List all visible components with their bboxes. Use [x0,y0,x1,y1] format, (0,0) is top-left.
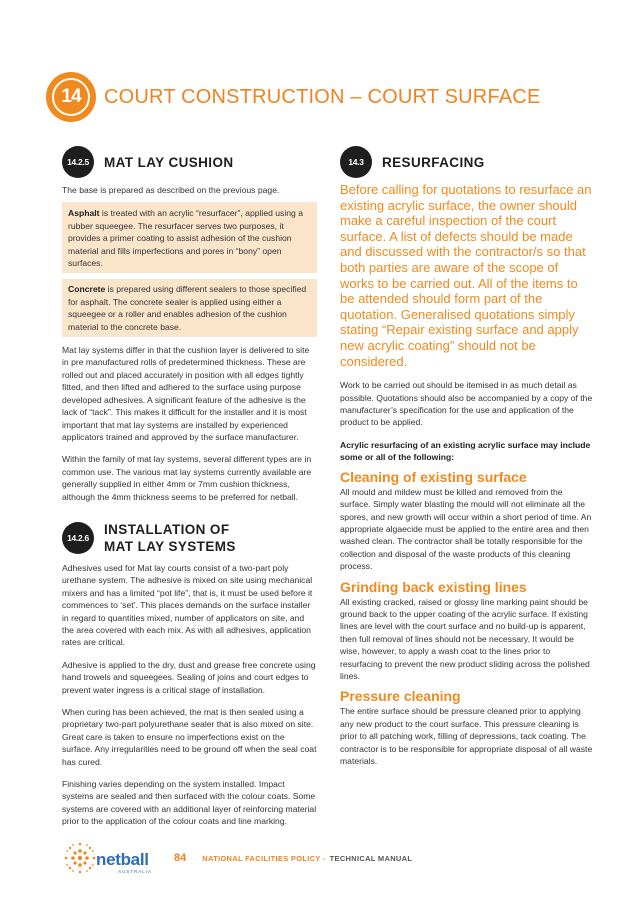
body-paragraph: The entire surface should be pressure cleaned prior to applying any new product to the court surface. This pressure cleaning is prior to all patching work, filling of depressions, tack coating. The contractor is to be responsible for appropriate disposal of all waste materials. [340,706,593,767]
section-heading-installation [62,521,317,555]
body-paragraph: Work to be carried out should be itemised in as much detail as possible. Quotations should also be accompanied by a copy of the manufacturer’s specification for the use and application of the product to be applied. [340,380,593,428]
body-paragraph: Adhesive is applied to the dry, dust and grease free concrete using hand trowels and squeegees. Sealing of joins and court edges to prevent water ingress is a critical stage of installation. [62,659,316,695]
ball-burst-icon [60,838,100,878]
right-column [340,146,595,767]
chapter-number: 14 [52,78,90,116]
concrete-term: Concrete [68,284,106,295]
asphalt-term: Asphalt [68,208,100,219]
section-number-badge: 14.2.6 [62,522,94,554]
logo-wordmark: netball [96,850,149,869]
body-paragraph: Mat lay systems differ in that the cushion layer is delivered to site in pre manufactured rolls of predetermined thickness. These are rolled out and placed accurately in position with all edges tightly fitted, and then lifted and adhered to the surface using purpose developed adhesives. A significant feature of the adhesive is the lack of “tack”. This makes it difficult for the installer and it is most important that mat lay systems are installed by experienced applicators trained and approved by the surface manufacturer. [62,345,310,442]
section-heading-mat-lay-cushion [62,146,317,178]
box-divider [62,273,317,279]
body-paragraph: When curing has been achieved, the mat is then sealed using a proprietary two-part polyurethane sealer that is also mixed on site. Great care is taken to ensure no imperfections exist on the surface. Any irregularities need to be ground off when the seal coat has cured. [62,707,317,767]
page-footer [60,838,412,878]
section-heading-resurfacing [340,146,595,178]
chapter-header [46,72,540,122]
section-title [104,521,236,555]
lead-paragraph: Before calling for quotations to resurface an existing acrylic surface, the owner should make a careful inspection of the court surface. A list of defects should be made and discussed with the contractor/s so that both parties are aware of the scope of works to be carried out. All of the items to be attended should form part of the quotation. Generalised quotations simply stating “Repair existing surface and apply new acrylic coating” should not be considered. [340,182,592,369]
section-title: RESURFACING [382,154,485,170]
left-column [62,146,317,828]
body-paragraph: Finishing varies depending on the system installed. Impact systems are sealed and then surfaced with the colour coats. Some systems are covered with an additional layer of reinforcing material prior to the application of the colour coats and line marking. [62,779,317,827]
netball-logo [60,838,170,878]
page-number: 84 [174,852,187,864]
footer-title-orange: NATIONAL FACILITIES POLICY - [202,853,326,863]
section-title-line: INSTALLATION OF [104,521,230,537]
section-title: MAT LAY CUSHION [104,154,234,170]
asphalt-text: is treated with an acrylic “resurfacer”, applied using a rubber squeegee. The resurfacer serves two purposes, it provides a primer coating to assist adhesion of the cushion material and fills imperfections and pores in “bony” open surfaces. [68,208,303,269]
concrete-paragraph [68,283,311,333]
subheading-grinding: Grinding back existing lines [340,578,527,595]
chapter-title: COURT CONSTRUCTION – COURT SURFACE [104,85,541,108]
highlight-box [62,202,317,337]
section-title-line: MAT LAY SYSTEMS [104,538,236,554]
intro-paragraph: The base is prepared as described on the previous page. [62,185,280,195]
bold-intro: Acrylic resurfacing of an existing acrylic surface may include some or all of the following: [340,439,591,462]
section-number-badge: 14.3 [340,146,372,178]
section-number-badge: 14.2.5 [62,146,94,178]
concrete-text: is prepared using different sealers to those specified for asphalt. The concrete sealer is applied using either a squeegee or a roller and enables adhesion of the cushion material to the concrete base. [68,284,307,332]
body-paragraph: Adhesives used for Mat lay courts consist of a two-part poly urethane system. The adhesive is mixed on site using mechanical mixers and has a limited “pot life”, that is, it must be used before it commences to ‘set’. This places demands on the surface installer in regard to quantities mixed, number of applicators on site, and the area covered with each mix. As with all adhesives, application rates are critical. [62,562,313,648]
subheading-cleaning: Cleaning of existing surface [340,468,527,485]
logo-subtext: AUSTRALIA [118,869,153,874]
subheading-pressure-cleaning: Pressure cleaning [340,688,461,705]
footer-title-dark: TECHNICAL MANUAL [329,853,413,863]
asphalt-paragraph [68,207,311,269]
body-paragraph: Within the family of mat lay systems, several different types are in common use. The various mat lay systems currently available are generally supplied in either 4mm or 7mm cushion thickness, although the 4mm thickness seems to be preferred for netball. [62,454,312,502]
body-paragraph: All existing cracked, raised or glossy line marking paint should be ground back to the upper coating of the acrylic surface. If existing lines are level with the court surface and no build-up is apparent, then full removal of lines should not be necessary. It would be wise, however, to apply a wash coat to the lines prior to resurfacing to prevent the new product sliding across the polished lines. [340,596,590,682]
body-paragraph: All mould and mildew must be killed and removed from the surface. Simply water blasting the mould will not eliminate all the spores, and new growth will occur within a short period of time. An appropriate algaecide must be applied to the entire area and then washed clean. The contractor shall be totally responsible for the collection and disposal of the waste products of this cleaning process. [340,486,592,572]
chapter-number-badge [46,72,96,122]
